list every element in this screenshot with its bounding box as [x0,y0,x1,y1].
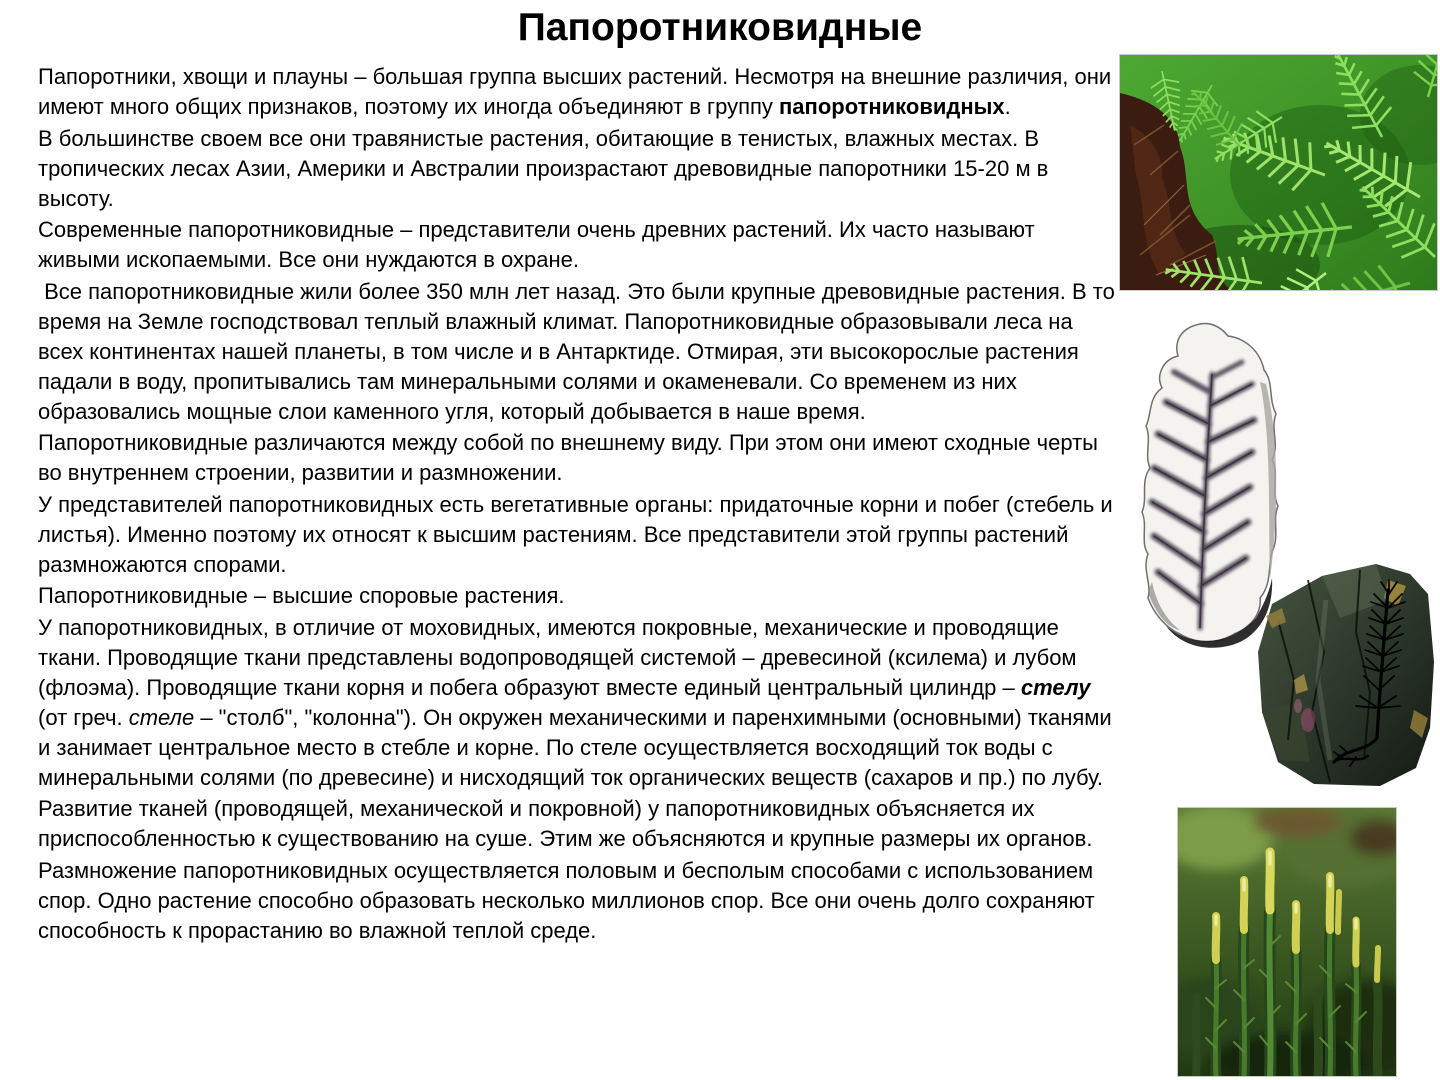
bold-italic-term: стелу [1020,674,1091,700]
horsetail-fossil-image [1238,560,1438,792]
green-ferns-illustration [1120,55,1437,290]
bold-term: папоротниковидных [779,94,1005,119]
text-segment: . [1004,94,1011,119]
text-segment: Папоротниковидные различаются между собой по внешнему виду. При этом они имеют сходные черты во внутреннем строении, развитии и размножении. [38,430,1098,485]
text-segment: Все папоротниковидные жили более 350 млн лет назад. Это были крупные древовидные растения. В то время на Земле господствовал теплый влажный климат. Папоротниковидные образовывали леса на всех континентах нашей планеты, в том числе и в Антарктиде. Отмирая, эти высокорослые растения падали в воду, пропитывались там минеральными солями и окаменевали. Со временем из них образовались мощные слои каменного угля, который добывается в наше время. [38,278,1115,424]
text-segment: – "столб", "колонна"). Он окружен механическими и паренхимными (основными) тканями и занимает центральное место в стебле и корне. По стеле осуществляется восходящий ток воды с минеральными солями (по древесине) и нисходящий ток органических веществ (сахаров и пр.) по лубу. [38,704,1112,790]
paragraph-10 [38,856,1116,946]
text-segment: Размножение папоротниковидных осуществляется половым и бесполым способами с использованием спор. Одно растение способно образовать несколько миллионов спор. Все они очень долго сохраняют способность к прорастанию во влажной теплой среде. [38,857,1095,943]
paragraph-6 [38,490,1116,580]
paragraph-7 [38,581,1116,611]
paragraph-8 [38,613,1116,793]
paragraph-3 [38,215,1116,275]
page-title: Папоротниковидные [517,6,923,49]
paragraph-4 [38,277,1116,427]
text-segment: У папоротниковидных, в отличие от моховидных, имеются покровные, механические и проводящие ткани. Проводящие ткани представлены водопроводящей системой – древесиной (ксилема) и лубом (флоэма). Проводящие ткани корня и побега образуют вместе единый центральный цилиндр – [38,614,1077,700]
paragraph-9 [38,794,1116,854]
text-segment: Папоротники, хвощи и плауны – большая группа высших растений. Несмотря на внешние различия, они имеют много общих признаков, поэтому их иногда объединяют в группу [38,64,1112,119]
text-segment: Папоротниковидные – высшие споровые растения. [38,583,565,608]
text-segment: У представителей папоротниковидных есть вегетативные органы: придаточные корни и побег (стебель и листья). Именно поэтому их относят к высшим растениям. Все представители этой группы растений размножаются спорами. [38,491,1113,577]
paragraph-5 [38,428,1116,488]
text-segment: (от греч. [38,704,129,730]
paragraph-1 [38,62,1116,122]
body-text [38,62,1116,947]
horsetail-fossil-illustration [1238,560,1438,792]
text-segment: В большинстве своем все они травянистые растения, обитающие в тенистых, влажных местах. В тропических лесах Азии, Америки и Австралии произрастают древовидные папоротники 15-20 м в высоту. [38,125,1049,211]
text-segment: Развитие тканей (проводящей, механической и покровной) у папоротниковидных объясняется их приспособленностью к существованию на суше. Этим же объясняются и крупные размеры их органов. [38,796,1093,851]
fern-photo-image [1120,55,1437,290]
paragraph-2 [38,124,1116,214]
italic-term: стеле [128,704,195,730]
clubmoss-photo-image [1178,808,1396,1076]
text-segment: Современные папоротниковидные – представители очень древних растений. Их часто называют живыми ископаемыми. Все они нуждаются в охране. [38,217,1035,272]
clubmoss-illustration [1178,808,1396,1076]
